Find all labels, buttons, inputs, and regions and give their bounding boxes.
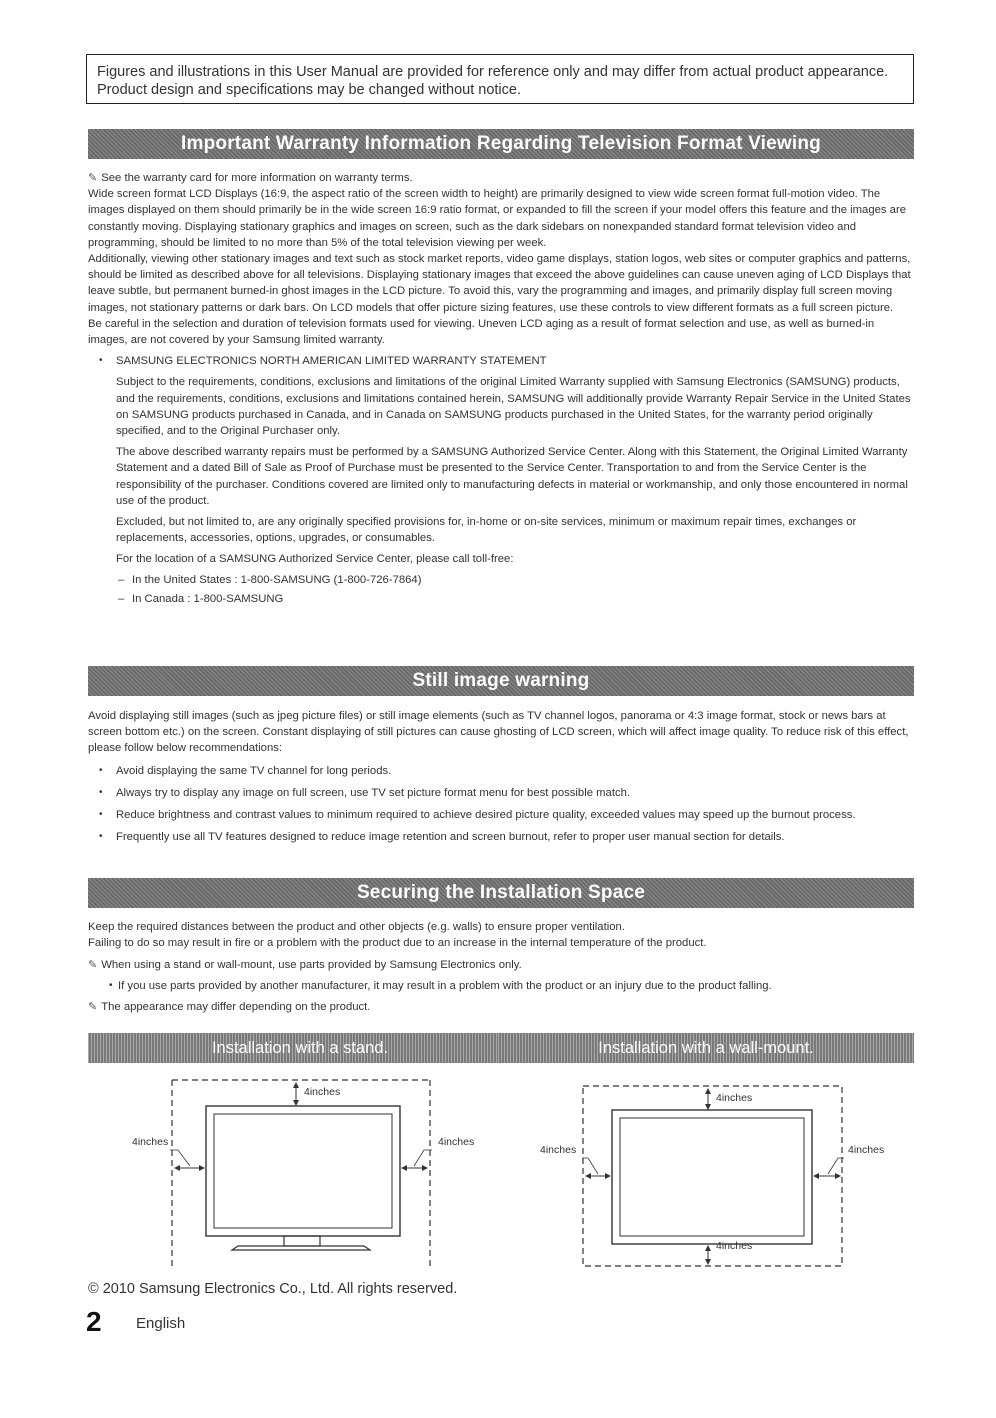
still-bullet-3 (116, 807, 914, 823)
warranty-paragraph-2: Additionally, viewing other stationary images and text such as stock market reports, video game displays, station logos, web sites or computer graphics and patterns, should be limited as described above for all televisions. Displaying stationary images that exceed the above guidelines can cause uneven aging of LCD Displays that leave subtle, but permanent burned-in ghost images in the LCD picture. To avoid this, vary the programming and images, and primarily display full screen moving images, not stationary patterns or dark bars. On LCD models that offer picture sizing features, use these controls to view different formats as a full screen picture. (88, 253, 911, 314)
phone-canada-text: In Canada : 1-800-SAMSUNG (132, 592, 284, 605)
installation-note-1 (88, 957, 914, 973)
phone-us (132, 572, 914, 588)
still-image-section-title: Still image warning (88, 666, 914, 696)
note-icon: ✎ (88, 1000, 98, 1013)
installation-section-body (88, 919, 914, 1015)
wall-mount-diagram-graphic (582, 1084, 844, 1268)
warranty-section-title: Important Warranty Information Regarding Television Format Viewing (88, 129, 914, 159)
still-bullet-4 (116, 829, 914, 845)
phone-canada (132, 591, 914, 607)
stand-top-clearance-label: 4inches (304, 1086, 341, 1098)
installation-note-2-text: The appearance may differ depending on the product. (101, 1000, 371, 1013)
still-bullet-4-text: Frequently use all TV features designed to reduce image retention and screen burnout, refer to proper user manual section for details. (116, 831, 785, 844)
wall-mount-installation-title: Installation with a wall-mount. (498, 1033, 914, 1063)
still-bullet-1 (116, 763, 914, 779)
copyright-notice: © 2010 Samsung Electronics Co., Ltd. All rights reserved. (88, 1281, 458, 1297)
stand-right-clearance-label: 4inches (438, 1136, 475, 1148)
warranty-paragraph-1: Wide screen format LCD Displays (16:9, the aspect ratio of the screen width to height) are primarily designed to view wide screen format full-motion video. The images displayed on them should primarily be in the wide screen 16:9 ratio format, or expanded to fill the screen if your model offers this feature and the images are constantly moving. Displaying stationary graphics and images on screen, such as the dark sidebars on nonexpanded standard format television video and programming, should be limited to no more than 5% of the total television viewing per week. (88, 188, 906, 249)
warranty-statement-1: Subject to the requirements, conditions, exclusions and limitations of the original Limited Warranty supplied with Samsung Electronics (SAMSUNG) products, and the requirements, conditions, exclusions and limitations contained herein, SAMSUNG will additionally provide Warranty Repair Service in the United States on SAMSUNG products purchased in Canada, and in Canada on SAMSUNG products purchased in the United States, for the warranty period originally specified, and to the Original Purchaser only. (116, 376, 911, 438)
warranty-note (88, 170, 914, 186)
wall-bottom-clearance-label: 4inches (716, 1240, 753, 1252)
disclaimer-line-1: Figures and illustrations in this User Manual are provided for reference only and may differ from actual product appearance. (97, 64, 889, 80)
still-image-intro: Avoid displaying still images (such as jpeg picture files) or still image elements (such as TV channel logos, panorama or 4:3 image format, stock or news bars at screen bottom etc.) on the screen. Constant displaying of still pictures can cause ghosting of LCD screen, which will affect image quality. To reduce risk of this effect, please follow below recommendations: (88, 710, 909, 755)
warranty-bullet-title: SAMSUNG ELECTRONICS NORTH AMERICAN LIMITED WARRANTY STATEMENT (116, 355, 547, 368)
warranty-section-body (88, 170, 914, 607)
installation-subnote: • If you use parts provided by another manufacturer, it may result in a problem with the product or an injury due to the product falling. (109, 979, 772, 992)
installation-line-1: Keep the required distances between the product and other objects (e.g. walls) to ensure proper ventilation. (88, 921, 625, 933)
page-language: English (136, 1315, 186, 1332)
wall-mount-installation-diagram (540, 1084, 885, 1268)
installation-section-title: Securing the Installation Space (88, 878, 914, 908)
note-icon: ✎ (88, 172, 98, 184)
warranty-statement-3: Excluded, but not limited to, are any originally specified provisions for, in-home or on-site services, minimum or maximum repair times, exchanges or replacements, accessories, options, upgrades, or consumables. (116, 516, 857, 545)
note-icon: ✎ (88, 959, 98, 972)
installation-note-1-text: When using a stand or wall-mount, use parts provided by Samsung Electronics only. (101, 959, 522, 972)
phone-us-text: In the United States : 1-800-SAMSUNG (1-800-726-7864) (132, 573, 422, 586)
warranty-statement-2: The above described warranty repairs must be performed by a SAMSUNG Authorized Service Center. Along with this Statement, the Original Limited Warranty Statement and a dated Bill of Sale as Proof of Purchase must be presented to the Service Center. Transportation to and from the Service Center is the responsibility of the purchaser. Conditions covered are limited only to manufacturing defects in material or workmanship, and only those encountered in normal use of the product. (116, 446, 908, 507)
wall-left-clearance-label: 4inches (540, 1144, 577, 1156)
still-bullet-3-text: Reduce brightness and contrast values to minimum required to achieve desired picture quality, exceeded values may speed up the burnout process. (116, 809, 856, 822)
warranty-statement (116, 374, 914, 607)
still-bullet-1-text: Avoid displaying the same TV channel for long periods. (116, 764, 392, 777)
stand-left-clearance-label: 4inches (132, 1136, 169, 1148)
still-bullet-2 (116, 785, 914, 801)
warranty-paragraph-3: Be careful in the selection and duration of television formats used for viewing. Uneven LCD aging as a result of format selection and use, as well as burned-in images, are not covered by your Samsung limited warranty. (88, 317, 875, 347)
installation-line-2: Failing to do so may result in fire or a problem with the product due to an increase in the internal temperature of the product. (88, 937, 707, 950)
stand-diagram-graphic (170, 1078, 432, 1268)
wall-right-clearance-label: 4inches (848, 1144, 885, 1156)
wall-top-clearance-label: 4inches (716, 1092, 753, 1104)
warranty-bullet (116, 353, 914, 369)
stand-installation-diagram (132, 1078, 475, 1268)
stand-installation-title: Installation with a stand. (88, 1033, 512, 1063)
still-image-section-body (88, 708, 914, 845)
installation-note-2 (88, 999, 914, 1015)
warranty-statement-4: For the location of a SAMSUNG Authorized Service Center, please call toll-free: (116, 553, 514, 566)
installation-subnote-text: If you use parts provided by another manufacturer, it may result in a problem with the product or an injury due to the product falling. (118, 979, 772, 992)
still-bullet-2-text: Always try to display any image on full screen, use TV set picture format menu for best possible match. (116, 786, 631, 799)
disclaimer-line-2: Product design and specifications may be changed without notice. (97, 82, 521, 98)
page-number: 2 (86, 1306, 102, 1337)
warranty-note-text: See the warranty card for more information on warranty terms. (101, 172, 413, 184)
disclaimer-box (86, 54, 914, 104)
